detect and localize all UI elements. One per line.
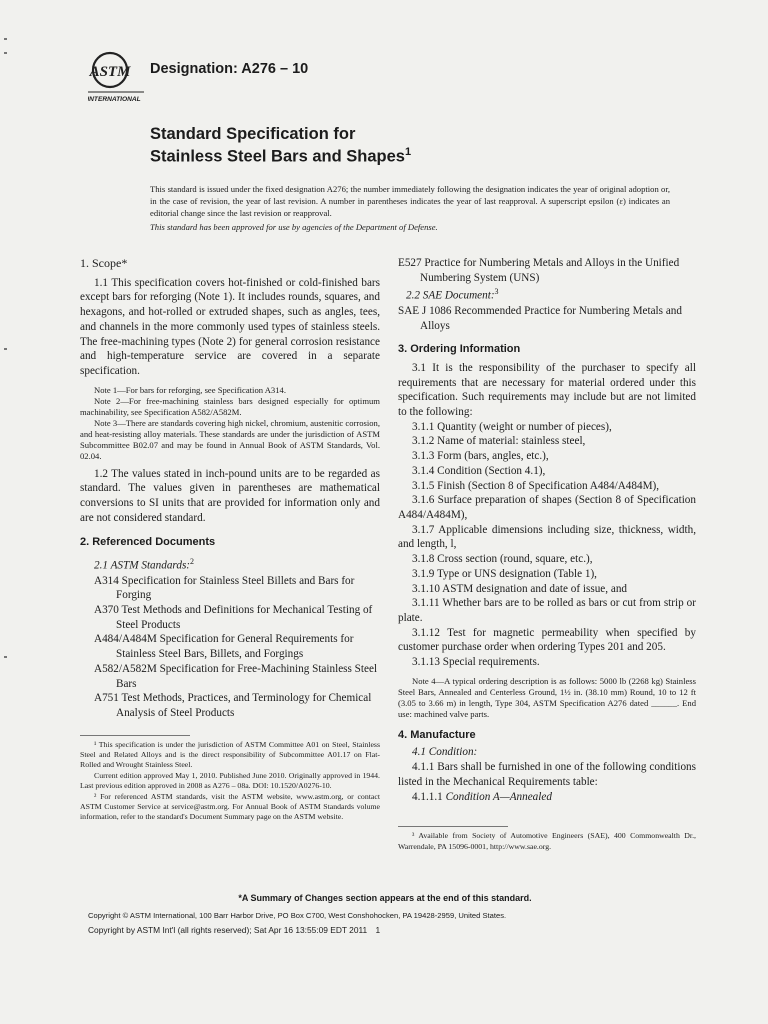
reference-item: A582/A582M Specification for Free-Machining Stainless Steel Bars (94, 662, 378, 690)
section-4-1: 4.1 Condition: (412, 746, 478, 759)
manufacture-heading: 4. Manufacture (398, 728, 476, 741)
edge-mark (4, 38, 7, 40)
footnote-rule (80, 735, 190, 736)
ordering-item: 3.1.3 Form (bars, angles, etc.), (412, 450, 549, 463)
ordering-heading: 3. Ordering Information (398, 343, 521, 356)
ordering-item: 3.1.8 Cross section (round, square, etc.), (412, 553, 593, 566)
reference-item: A484/A484M Specification for General Requirements for Stainless Steel Bars, Billets, and Forgings (94, 633, 354, 661)
reference-item: A751 Test Methods, Practices, and Terminology for Chemical Analysis of Steel Products (94, 692, 372, 719)
footnote-1: ¹ This specification is under the jurisdiction of ASTM Committee A01 on Steel, Stainless Steel and Related Alloys and is the direct responsibility of Subcommittee A01.17 on Flat-Rolled and Wrought Stainless Steel. (80, 739, 380, 770)
intro-paragraph: This standard is issued under the fixed designation A276; the number immediately following the designation indicates the year of original adoption or, in the case of revision, the year of last revision. A number in parentheses indicates the year of last reapproval. A superscript epsilon (ε) indicates an editorial change since the last revision or reapproval. (150, 184, 670, 218)
section-1-2: 1.2 The values stated in inch-pound units are to be regarded as standard. The values given in parentheses are mathematical conversions to SI units that are provided for information only and are not considered standard. (80, 467, 380, 524)
section-3-1: 3.1 It is the responsibility of the purchaser to specify all requirements that are necessary for material ordered under this specification. Such requirements may include but are not limited to the following: (398, 361, 696, 419)
copyright-line: Copyright © ASTM International, 100 Barr Harbor Drive, PO Box C700, West Conshohocken, PA 19428-2959, United States. (88, 911, 507, 920)
section-2-1: 2.1 ASTM Standards:$^2$ (94, 557, 195, 572)
footnote-rule (398, 826, 508, 827)
ordering-item: 3.1.5 Finish (Section 8 of Specification A484/A484M), (412, 479, 660, 492)
section-2-2: 2.2 SAE Document:$^3$ (406, 287, 499, 303)
svg-text:INTERNATIONAL: INTERNATIONAL (88, 96, 141, 103)
footnote-1-edition: Current edition approved May 1, 2010. Published June 2010. Originally approved in 1944. Last previous edition approved in 2008 as A276 – 08a. DOI: 10.1520/A0276-10. (80, 770, 380, 791)
ordering-item: 3.1.1 Quantity (weight or number of pieces), (412, 420, 612, 433)
footnote-3: ³ Available from Society of Automotive Engineers (SAE), 400 Commonwealth Dr., Warrendale, PA 15096-0001, http://www.sae.org. (398, 831, 696, 851)
reference-item: A370 Test Methods and Definitions for Mechanical Testing of Steel Products (94, 603, 373, 631)
dod-note: This standard has been approved for use by agencies of the Department of Defense. (150, 222, 438, 232)
ordering-item: 3.1.2 Name of material: stainless steel, (412, 435, 586, 448)
scope-heading: 1. Scope* (80, 256, 128, 270)
reference-item: A314 Specification for Stainless Steel Billets and Bars for Forging (94, 574, 355, 602)
note-2: Note 2—For free-machining stainless bars designed especially for optimum machinability, see Specification A582/A582M. (80, 395, 380, 417)
summary-note: *A Summary of Changes section appears at the end of this standard. (238, 893, 532, 903)
ordering-item: 3.1.9 Type or UNS designation (Table 1), (412, 567, 597, 580)
ref-e527: E527 Practice for Numbering Metals and Alloys in the Unified Numbering System (UNS) (398, 257, 680, 284)
note-1: Note 1—For bars for reforging, see Specification A314. (94, 384, 286, 395)
ordering-item: 3.1.10 ASTM designation and date of issue, and (412, 582, 628, 595)
ref-heading: 2. Referenced Documents (80, 536, 216, 549)
ordering-item: 3.1.13 Special requirements. (412, 656, 540, 669)
note-4: Note 4—A typical ordering description is as follows: 5000 lb (2268 kg) Stainless Steel Bars, Annealed and Centerless Ground, 1½ in. (38.10 mm) Round, 10 to 12 ft (3.05 to 3.66 m) in length, Type 304, ASTM Specification A276 dated ______. End use: machined valve parts. (398, 675, 696, 719)
ordering-item: 3.1.4 Condition (Section 4.1), (412, 464, 546, 477)
note-3: Note 3—There are standards covering high nickel, chromium, austenitic corrosion, and heat-resisting alloy materials. These standards are under the jurisdiction of ASTM Subcommittee B02.07 and may be found in Annual Book of ASTM Standards, Vol. 02.04. (80, 417, 380, 461)
ordering-item: 3.1.6 Surface preparation of shapes (Section 8 of Specification A484/A484M), (398, 494, 696, 521)
edge-mark (4, 348, 7, 350)
section-4-1-1-1: 4.1.1.1 Condition A—Annealed (412, 790, 552, 803)
footnote-2: ² For referenced ASTM standards, visit the ASTM website, www.astm.org, or contact ASTM Customer Service at service@astm.org. For Annual Book of ASTM Standards volume information, refer to the standard's Document Summary page on the ASTM website. (80, 791, 380, 822)
ordering-item: 3.1.12 Test for magnetic permeability when specified by customer purchase order when ordering Types 201 and 205. (398, 626, 696, 654)
ref-sae-j1086: SAE J 1086 Recommended Practice for Numbering Metals and Alloys (398, 304, 682, 332)
edge-mark (4, 52, 7, 54)
title-line-2: Stainless Steel Bars and Shapes$^1$ (150, 146, 412, 166)
title-line-1: Standard Specification for (150, 125, 356, 143)
svg-text:ASTM: ASTM (89, 64, 131, 80)
astm-logo (88, 46, 148, 106)
right-column (398, 256, 696, 852)
ordering-items (398, 420, 696, 670)
ordering-item: 3.1.7 Applicable dimensions including size, thickness, width, and length, l, (398, 523, 696, 551)
ordering-item: 3.1.11 Whether bars are to be rolled as bars or cut from strip or plate. (398, 597, 696, 624)
section-4-1-1: 4.1.1 Bars shall be furnished in one of the following conditions listed in the Mechanical Requirements table: (398, 761, 696, 788)
edge-mark (4, 656, 7, 658)
section-1-1: 1.1 This specification covers hot-finished or cold-finished bars except bars for reforging (Note 1). It includes rounds, squares, and hexagons, and hot-rolled or extruded shapes, such as angles, tees, and channels in the more commonly used types of stainless steels. The free-machining types (Note 2) for general corrosion resistance and high-temperature service are covered in a separate specification. (80, 276, 380, 377)
reference-list (80, 574, 380, 721)
designation: Designation: A276 – 10 (150, 61, 309, 77)
left-column (80, 256, 380, 823)
copyright-stamp: Copyright by ASTM Int'l (all rights reserved); Sat Apr 16 13:55:09 EDT 2011 1 (88, 925, 381, 935)
